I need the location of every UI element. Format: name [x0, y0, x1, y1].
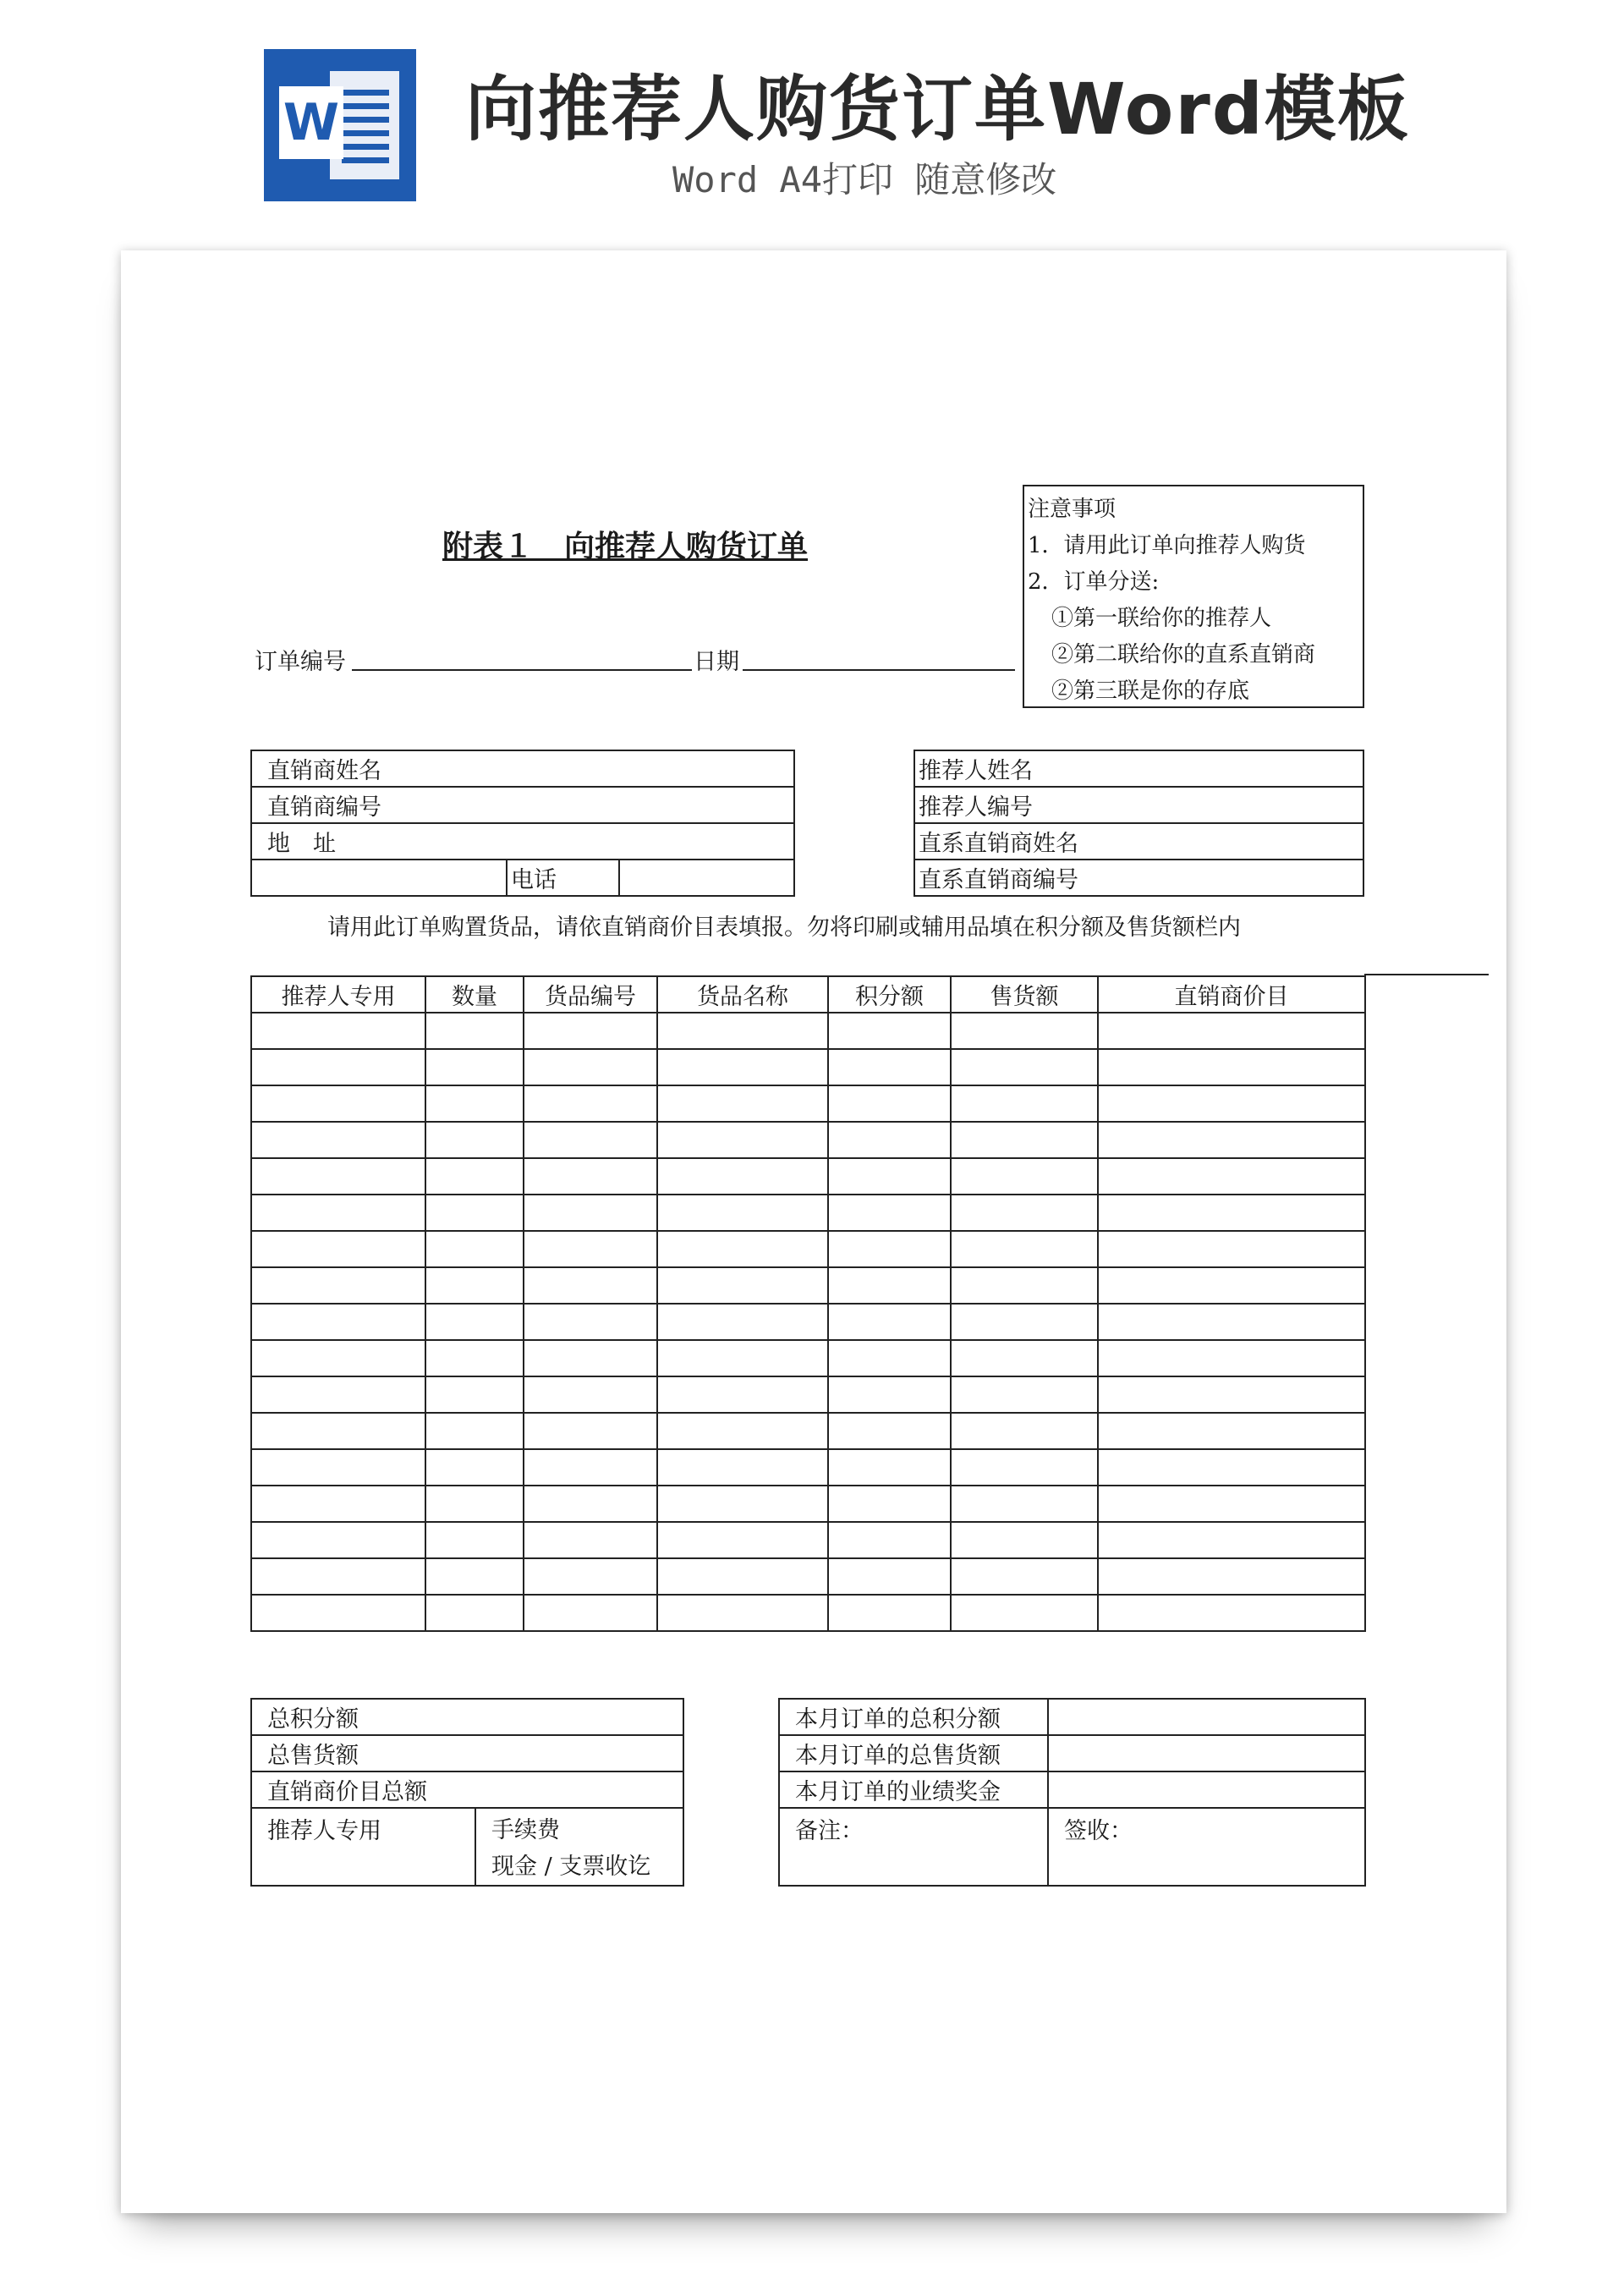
table-cell[interactable] [425, 1195, 524, 1231]
table-cell[interactable] [1098, 1085, 1365, 1122]
table-cell[interactable] [828, 1122, 951, 1158]
table-cell[interactable] [1098, 1486, 1365, 1522]
table-cell[interactable] [657, 1413, 828, 1449]
phone-label: 电话 [507, 860, 619, 896]
table-cell[interactable] [1098, 1158, 1365, 1195]
table-cell[interactable] [524, 1304, 657, 1340]
table-cell[interactable] [251, 1231, 425, 1267]
table-cell[interactable] [951, 1158, 1098, 1195]
table-cell[interactable] [657, 1122, 828, 1158]
table-cell[interactable] [524, 1486, 657, 1522]
fee-cell[interactable] [475, 1808, 683, 1886]
order-number-label: 订单编号 [255, 649, 346, 675]
table-row [251, 1085, 1365, 1122]
table-cell[interactable] [951, 1267, 1098, 1304]
table-cell[interactable] [657, 1231, 828, 1267]
banner-subtitle: Word A4打印 随意修改 [672, 159, 1057, 200]
table-row [251, 1231, 1365, 1267]
table-cell[interactable] [828, 1085, 951, 1122]
notes-line: ②第二联给你的直系直销商 [1051, 642, 1316, 667]
month-bonus-label: 本月订单的业绩奖金 [779, 1771, 1048, 1808]
table-row [251, 1595, 1365, 1631]
total-points-field[interactable]: 总积分额 [251, 1699, 683, 1735]
notes-line: ①第一联给你的推荐人 [1051, 606, 1272, 631]
table-row [251, 1304, 1365, 1340]
table-cell[interactable] [425, 1449, 524, 1486]
header-item-number: 货品编号 [524, 976, 657, 1013]
table-cell[interactable] [425, 1304, 524, 1340]
table-cell[interactable] [524, 1231, 657, 1267]
table-cell[interactable] [425, 1049, 524, 1085]
table-cell[interactable] [251, 1413, 425, 1449]
table-cell[interactable] [657, 1267, 828, 1304]
table-cell[interactable] [524, 1413, 657, 1449]
word-letter-icon: W [279, 86, 343, 159]
table-cell[interactable] [524, 1522, 657, 1558]
table-row [251, 1340, 1365, 1376]
table-row [251, 1013, 1365, 1049]
table-cell[interactable] [657, 1049, 828, 1085]
header-sales: 售货额 [951, 976, 1098, 1013]
table-cell[interactable] [828, 1340, 951, 1376]
recommender-info-table [914, 750, 1364, 897]
table-cell[interactable] [951, 1486, 1098, 1522]
date-label: 日期 [694, 649, 739, 675]
table-cell[interactable] [251, 1195, 425, 1231]
table-cell[interactable] [657, 1085, 828, 1122]
order-number-field[interactable] [352, 669, 692, 671]
table-cell[interactable] [657, 1304, 828, 1340]
table-cell[interactable] [524, 1340, 657, 1376]
table-cell[interactable] [657, 1522, 828, 1558]
table-cell[interactable] [425, 1158, 524, 1195]
table-cell[interactable] [425, 1122, 524, 1158]
month-bonus-field[interactable] [1048, 1771, 1365, 1808]
table-cell[interactable] [1098, 1340, 1365, 1376]
table-cell[interactable] [524, 1195, 657, 1231]
table-cell[interactable] [251, 1558, 425, 1595]
notes-box [1023, 485, 1364, 708]
notes-line: 2．订单分送: [1028, 569, 1160, 595]
table-cell[interactable] [425, 1486, 524, 1522]
table-cell[interactable] [1098, 1304, 1365, 1340]
table-cell[interactable] [951, 1195, 1098, 1231]
distributor-name-field[interactable]: 直销商姓名 [251, 750, 794, 787]
table-row [251, 1449, 1365, 1486]
table-cell[interactable] [828, 1267, 951, 1304]
signature-cell[interactable]: 签收： [1048, 1808, 1365, 1886]
table-cell[interactable] [657, 1558, 828, 1595]
table-cell[interactable] [1098, 1449, 1365, 1486]
table-cell[interactable] [951, 1376, 1098, 1413]
table-cell[interactable] [657, 1340, 828, 1376]
table-cell[interactable] [251, 1595, 425, 1631]
header-recommender-use: 推荐人专用 [251, 976, 425, 1013]
document-page [121, 250, 1506, 2213]
table-cell[interactable] [524, 1013, 657, 1049]
table-cell[interactable] [828, 1013, 951, 1049]
remarks-cell[interactable]: 备注： [779, 1808, 1048, 1886]
table-cell[interactable] [1098, 1267, 1365, 1304]
table-cell[interactable] [828, 1595, 951, 1631]
table-cell[interactable] [251, 1267, 425, 1304]
address-field[interactable]: 地 址 [251, 823, 794, 860]
table-row [251, 1122, 1365, 1158]
form-title: 附表１ 向推荐人购货订单 [442, 529, 809, 564]
distributor-info-table [250, 750, 795, 897]
table-row [251, 1158, 1365, 1195]
direct-distributor-number-field[interactable]: 直系直销商编号 [914, 860, 1363, 896]
fee-label: 手续费 [491, 1817, 560, 1843]
word-logo [264, 49, 416, 201]
table-cell[interactable] [1098, 1376, 1365, 1413]
phone-field[interactable] [619, 860, 794, 896]
table-cell[interactable] [1098, 1522, 1365, 1558]
table-cell[interactable] [828, 1158, 951, 1195]
table-cell[interactable] [657, 1158, 828, 1195]
totals-table [250, 1698, 684, 1887]
table-cell[interactable] [951, 1013, 1098, 1049]
table-cell[interactable] [1098, 1413, 1365, 1449]
address-cont-cell[interactable] [251, 860, 507, 896]
table-cell[interactable] [524, 1449, 657, 1486]
table-cell[interactable] [1098, 1049, 1365, 1085]
table-cell[interactable] [951, 1522, 1098, 1558]
table-cell[interactable] [951, 1304, 1098, 1340]
table-cell[interactable] [524, 1376, 657, 1413]
table-row [251, 1558, 1365, 1595]
table-cell[interactable] [657, 1376, 828, 1413]
monthly-summary-table [778, 1698, 1366, 1887]
table-cell[interactable] [951, 1049, 1098, 1085]
table-cell[interactable] [251, 1085, 425, 1122]
table-row [251, 1195, 1365, 1231]
notes-heading: 注意事项 [1028, 497, 1116, 522]
table-cell[interactable] [251, 1049, 425, 1085]
table-cell[interactable] [828, 1558, 951, 1595]
table-cell[interactable] [1098, 1558, 1365, 1595]
table-cell[interactable] [425, 1340, 524, 1376]
table-cell[interactable] [951, 1122, 1098, 1158]
header-points: 积分额 [828, 976, 951, 1013]
instruction-text: 请用此订单购置货品，请依直销商价目表填报。勿将印刷或辅用品填在积分额及售货额栏内 [327, 915, 1241, 941]
table-cell[interactable] [425, 1595, 524, 1631]
table-cell[interactable] [524, 1085, 657, 1122]
table-cell[interactable] [828, 1304, 951, 1340]
table-cell[interactable] [425, 1085, 524, 1122]
table-cell[interactable] [657, 1486, 828, 1522]
table-cell[interactable] [951, 1595, 1098, 1631]
table-cell[interactable] [657, 1449, 828, 1486]
table-cell[interactable] [524, 1049, 657, 1085]
header-rule [1364, 974, 1489, 975]
table-cell[interactable] [251, 1013, 425, 1049]
table-cell[interactable] [425, 1231, 524, 1267]
table-cell[interactable] [828, 1522, 951, 1558]
table-cell[interactable] [1098, 1122, 1365, 1158]
table-cell[interactable] [951, 1449, 1098, 1486]
table-row [251, 1486, 1365, 1522]
table-cell[interactable] [425, 1267, 524, 1304]
table-cell[interactable] [657, 1013, 828, 1049]
table-cell[interactable] [828, 1413, 951, 1449]
table-cell[interactable] [951, 1413, 1098, 1449]
distributor-number-field[interactable]: 直销商编号 [251, 787, 794, 823]
table-row [251, 1267, 1365, 1304]
table-cell[interactable] [524, 1122, 657, 1158]
table-cell[interactable] [828, 1486, 951, 1522]
table-cell[interactable] [524, 1595, 657, 1631]
table-cell[interactable] [828, 1376, 951, 1413]
receipt-label: 现金 / 支票收讫 [491, 1854, 651, 1880]
table-cell[interactable] [951, 1340, 1098, 1376]
table-cell[interactable] [657, 1195, 828, 1231]
table-cell[interactable] [1098, 1013, 1365, 1049]
table-cell[interactable] [251, 1304, 425, 1340]
recommender-name-field[interactable]: 推荐人姓名 [914, 750, 1363, 787]
banner-title: 向推荐人购货订单Word模板 [465, 68, 1410, 151]
table-cell[interactable] [524, 1267, 657, 1304]
table-row [251, 1376, 1365, 1413]
table-cell[interactable] [951, 1231, 1098, 1267]
table-cell[interactable] [524, 1558, 657, 1595]
table-cell[interactable] [425, 1376, 524, 1413]
recommender-use-cell[interactable]: 推荐人专用 [251, 1808, 475, 1886]
table-cell[interactable] [425, 1413, 524, 1449]
total-price-field[interactable]: 直销商价目总额 [251, 1771, 683, 1808]
total-sales-field[interactable]: 总售货额 [251, 1735, 683, 1771]
table-cell[interactable] [951, 1085, 1098, 1122]
table-cell[interactable] [524, 1158, 657, 1195]
table-cell[interactable] [828, 1231, 951, 1267]
date-field[interactable] [743, 669, 1015, 671]
notes-line: ②第三联是你的存底 [1051, 678, 1250, 704]
month-sales-field[interactable] [1048, 1735, 1365, 1771]
table-cell[interactable] [251, 1122, 425, 1158]
table-cell[interactable] [828, 1049, 951, 1085]
month-points-label: 本月订单的总积分额 [779, 1699, 1048, 1735]
header-quantity: 数量 [425, 976, 524, 1013]
table-cell[interactable] [251, 1158, 425, 1195]
table-cell[interactable] [951, 1558, 1098, 1595]
table-cell[interactable] [1098, 1231, 1365, 1267]
header-price: 直销商价目 [1098, 976, 1365, 1013]
table-cell[interactable] [657, 1595, 828, 1631]
table-cell[interactable] [1098, 1595, 1365, 1631]
recommender-number-field[interactable]: 推荐人编号 [914, 787, 1363, 823]
notes-line: 1．请用此订单向推荐人购货 [1028, 533, 1306, 558]
table-cell[interactable] [828, 1449, 951, 1486]
table-cell[interactable] [251, 1376, 425, 1413]
table-row [251, 1049, 1365, 1085]
table-cell[interactable] [1098, 1195, 1365, 1231]
table-row [251, 1522, 1365, 1558]
table-cell[interactable] [425, 1522, 524, 1558]
month-sales-label: 本月订单的总售货额 [779, 1735, 1048, 1771]
table-cell[interactable] [251, 1522, 425, 1558]
table-cell[interactable] [251, 1449, 425, 1486]
table-cell[interactable] [425, 1558, 524, 1595]
table-row [251, 1413, 1365, 1449]
items-table [250, 975, 1366, 1632]
table-cell[interactable] [251, 1486, 425, 1522]
header-item-name: 货品名称 [657, 976, 828, 1013]
direct-distributor-name-field[interactable]: 直系直销商姓名 [914, 823, 1363, 860]
table-cell[interactable] [251, 1340, 425, 1376]
table-cell[interactable] [425, 1013, 524, 1049]
table-cell[interactable] [828, 1195, 951, 1231]
month-points-field[interactable] [1048, 1699, 1365, 1735]
